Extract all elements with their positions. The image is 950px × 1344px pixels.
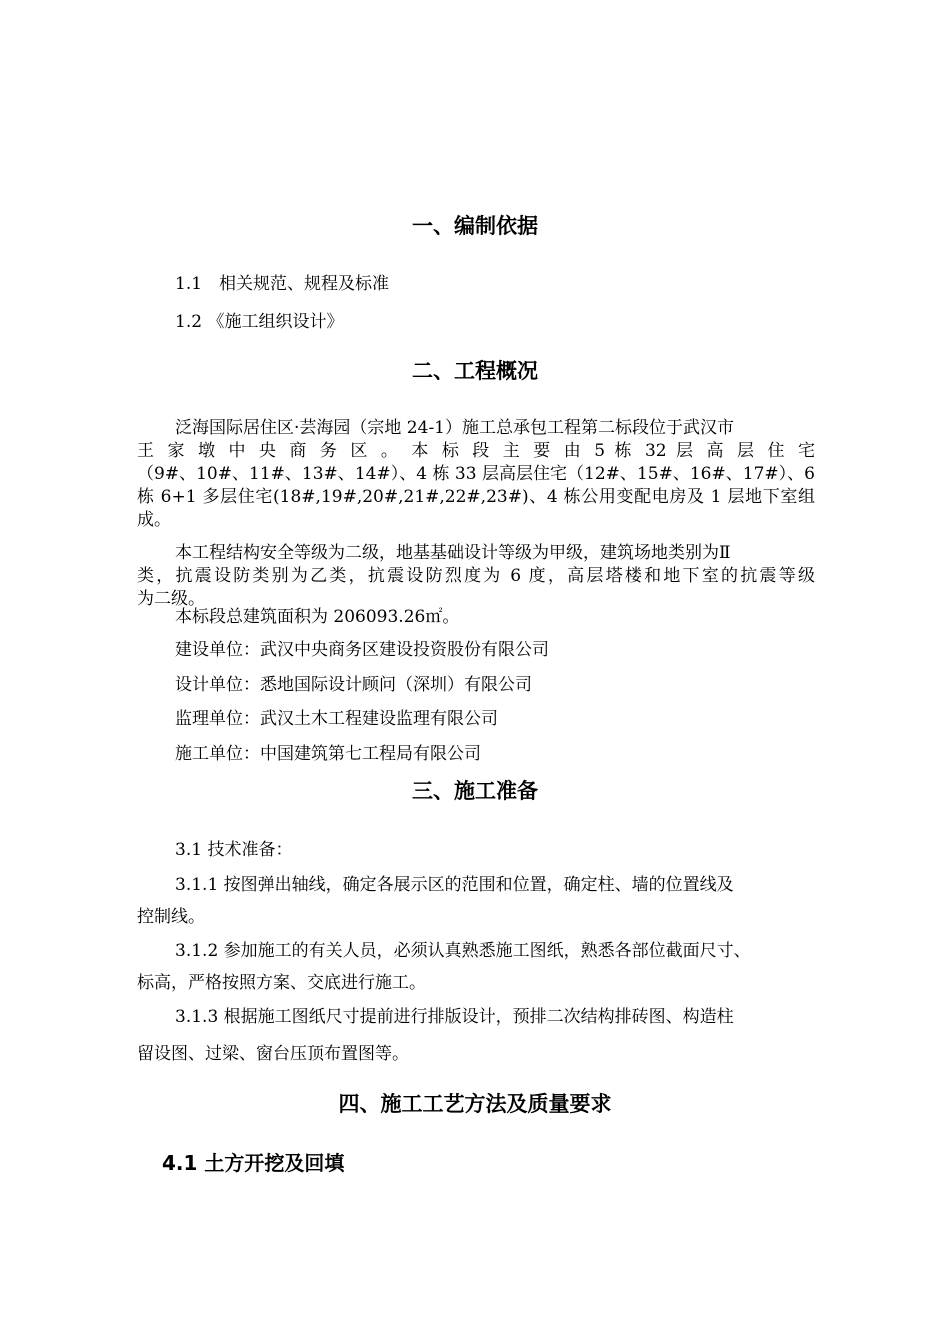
- overview-para1-line2: 王 家 墩 中 央 商 务 区 。 本 标 段 主 要 由 5 栋 32 层 高 层 住 宅: [137, 441, 815, 461]
- overview-para1-line1: 泛海国际居住区·芸海园（宗地 24-1）施工总承包工程第二标段位于武汉市: [175, 418, 734, 438]
- section-title-preparation: 三、施工准备: [412, 779, 538, 803]
- prep-312-line2: 标高，严格按照方案、交底进行施工。: [137, 973, 426, 993]
- basis-item-2: 1.2 《施工组织设计》: [175, 312, 344, 332]
- prep-311-line2: 控制线。: [137, 907, 205, 927]
- overview-para2-line2: 类，抗震设防类别为乙类，抗震设防烈度为 6 度，高层塔楼和地下室的抗震等级: [137, 566, 815, 586]
- overview-para1-line5: 成。: [137, 510, 171, 530]
- overview-para1-line4: 栋 6+1 多层住宅(18#,19#,20#,21#,22#,23#)、4 栋公用变配电房及 1 层地下室组: [137, 487, 815, 507]
- tech-prep-heading: 3.1 技术准备：: [175, 840, 293, 860]
- overview-area: 本标段总建筑面积为 206093.26㎡。: [175, 607, 460, 627]
- prep-313-line2: 留设图、过梁、窗台压顶布置图等。: [137, 1044, 409, 1064]
- prep-313-line1: 3.1.3 根据施工图纸尺寸提前进行排版设计，预排二次结构排砖图、构造柱: [175, 1007, 734, 1027]
- prep-311-line1: 3.1.1 按图弹出轴线，确定各展示区的范围和位置，确定柱、墙的位置线及: [175, 875, 734, 895]
- builder-unit: 建设单位：武汉中央商务区建设投资股份有限公司: [175, 640, 549, 660]
- designer-unit: 设计单位：悉地国际设计顾问（深圳）有限公司: [175, 675, 532, 695]
- subsection-earthwork: 4.1 土方开挖及回填: [162, 1151, 345, 1175]
- section-title-process: 四、施工工艺方法及质量要求: [338, 1092, 612, 1116]
- contractor-unit: 施工单位：中国建筑第七工程局有限公司: [175, 744, 481, 764]
- prep-312-line1: 3.1.2 参加施工的有关人员，必须认真熟悉施工图纸，熟悉各部位截面尺寸、: [175, 941, 751, 961]
- section-title-overview: 二、工程概况: [412, 359, 538, 383]
- overview-para1-line3: （9#、10#、11#、13#、14#）、4 栋 33 层高层住宅（12#、15#、16#、17#）、6: [137, 464, 815, 484]
- basis-item-1: 1.1 相关规范、规程及标准: [175, 274, 390, 294]
- section-title-basis: 一、编制依据: [412, 214, 538, 238]
- overview-para2-line3: 为二级。: [137, 589, 205, 609]
- supervisor-unit: 监理单位：武汉土木工程建设监理有限公司: [175, 709, 498, 729]
- overview-para2-line1: 本工程结构安全等级为二级，地基基础设计等级为甲级，建筑场地类别为Ⅱ: [175, 543, 731, 563]
